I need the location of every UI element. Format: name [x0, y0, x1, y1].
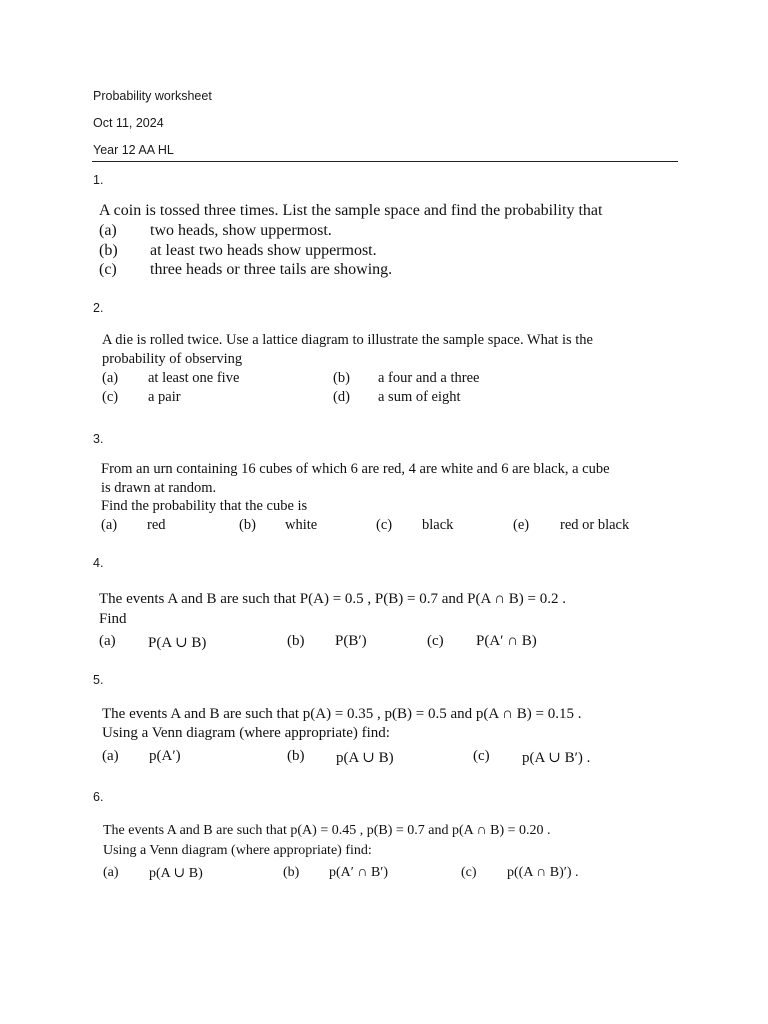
class-name: Year 12 AA HL	[93, 143, 174, 157]
question-6-part-b-text: p(A′ ∩ B′)	[329, 865, 389, 880]
question-6-part-b-label: (b)	[283, 865, 300, 880]
question-2-stem-line-1: A die is rolled twice. Use a lattice diagram to illustrate the sample space. What is the	[102, 332, 593, 348]
question-5-part-c-label: (c)	[473, 748, 490, 764]
question-1-part-c-text: three heads or three tails are showing.	[150, 261, 393, 278]
question-2-part-d-label: (d)	[333, 389, 350, 405]
question-4-part-c-text: P(A′ ∩ B)	[476, 633, 537, 649]
question-1-part-b-label: (b)	[99, 242, 118, 259]
question-3-stem-line-3: Find the probability that the cube is	[101, 498, 308, 514]
question-5-part-a-label: (a)	[102, 748, 119, 764]
question-5-number: 5.	[93, 673, 104, 687]
question-4-stem-line-1: The events A and B are such that P(A) = 0.5 , P(B) = 0.7 and P(A ∩ B) = 0.2 .	[99, 591, 566, 607]
question-2-part-c-text: a pair	[148, 389, 181, 405]
question-2-stem-line-2: probability of observing	[102, 351, 243, 367]
question-2-part-c-label: (c)	[102, 389, 119, 405]
question-3-part-a-label: (a)	[101, 517, 118, 533]
question-5-stem-line-1: The events A and B are such that p(A) = 0.35 , p(B) = 0.5 and p(A ∩ B) = 0.15 .	[102, 706, 582, 722]
question-2-part-a-text: at least one five	[148, 370, 240, 386]
question-2-part-b-text: a four and a three	[378, 370, 480, 386]
question-3-part-b-label: (b)	[239, 517, 256, 533]
question-1-stem-line: A coin is tossed three times. List the sample space and find the probability that	[99, 202, 603, 219]
question-5-part-b-label: (b)	[287, 748, 305, 764]
question-1-part-a-text: two heads, show uppermost.	[150, 222, 332, 239]
question-3-part-c-label: (c)	[376, 517, 393, 533]
worksheet-title: Probability worksheet	[93, 89, 212, 103]
question-4-part-c-label: (c)	[427, 633, 444, 649]
question-4-part-a-label: (a)	[99, 633, 116, 649]
question-3-part-e-text: red or black	[560, 517, 630, 533]
question-1-part-b-text: at least two heads show uppermost.	[150, 242, 377, 259]
question-2-number: 2.	[93, 301, 104, 315]
question-6-part-c-label: (c)	[461, 865, 477, 880]
question-3-stem-line-1: From an urn containing 16 cubes of which 6 are red, 4 are white and 6 are black, a cube	[101, 461, 610, 477]
question-2-part-a-label: (a)	[102, 370, 119, 386]
question-3-number: 3.	[93, 432, 104, 446]
question-4-part-b-label: (b)	[287, 633, 305, 649]
question-4-part-a-text: P(A ∪ B)	[148, 635, 207, 651]
question-4-number: 4.	[93, 556, 104, 570]
question-6-number: 6.	[93, 790, 104, 804]
question-3-part-a-text: red	[147, 517, 166, 533]
question-3-part-b-text: white	[285, 517, 318, 533]
question-5-part-a-text: p(A′)	[149, 748, 181, 764]
question-1-part-c-label: (c)	[99, 261, 117, 278]
header-divider	[92, 161, 678, 162]
question-6-part-a-label: (a)	[103, 865, 119, 880]
question-6-part-c-text: p((A ∩ B)′) .	[507, 865, 579, 880]
question-3-stem-line-2: is drawn at random.	[101, 480, 217, 496]
question-5-part-b-text: p(A ∪ B)	[336, 750, 394, 766]
question-5-part-c-text: p(A ∪ B′) .	[522, 750, 591, 766]
question-5-stem-line-2: Using a Venn diagram (where appropriate) find:	[102, 725, 390, 741]
question-1-part-a-label: (a)	[99, 222, 117, 239]
question-2-part-b-label: (b)	[333, 370, 350, 386]
question-1-number: 1.	[93, 173, 104, 187]
question-4-part-b-text: P(B′)	[335, 633, 367, 649]
question-2-part-d-text: a sum of eight	[378, 389, 461, 405]
question-4-stem-line-2: Find	[99, 611, 127, 627]
question-6-stem-line-2: Using a Venn diagram (where appropriate) find:	[103, 843, 372, 858]
question-6-stem-line-1: The events A and B are such that p(A) = 0.45 , p(B) = 0.7 and p(A ∩ B) = 0.20 .	[103, 823, 551, 838]
question-3-part-e-label: (e)	[513, 517, 530, 533]
question-3-part-c-text: black	[422, 517, 454, 533]
question-6-part-a-text: p(A ∪ B)	[149, 866, 203, 881]
worksheet-date: Oct 11, 2024	[93, 116, 164, 130]
